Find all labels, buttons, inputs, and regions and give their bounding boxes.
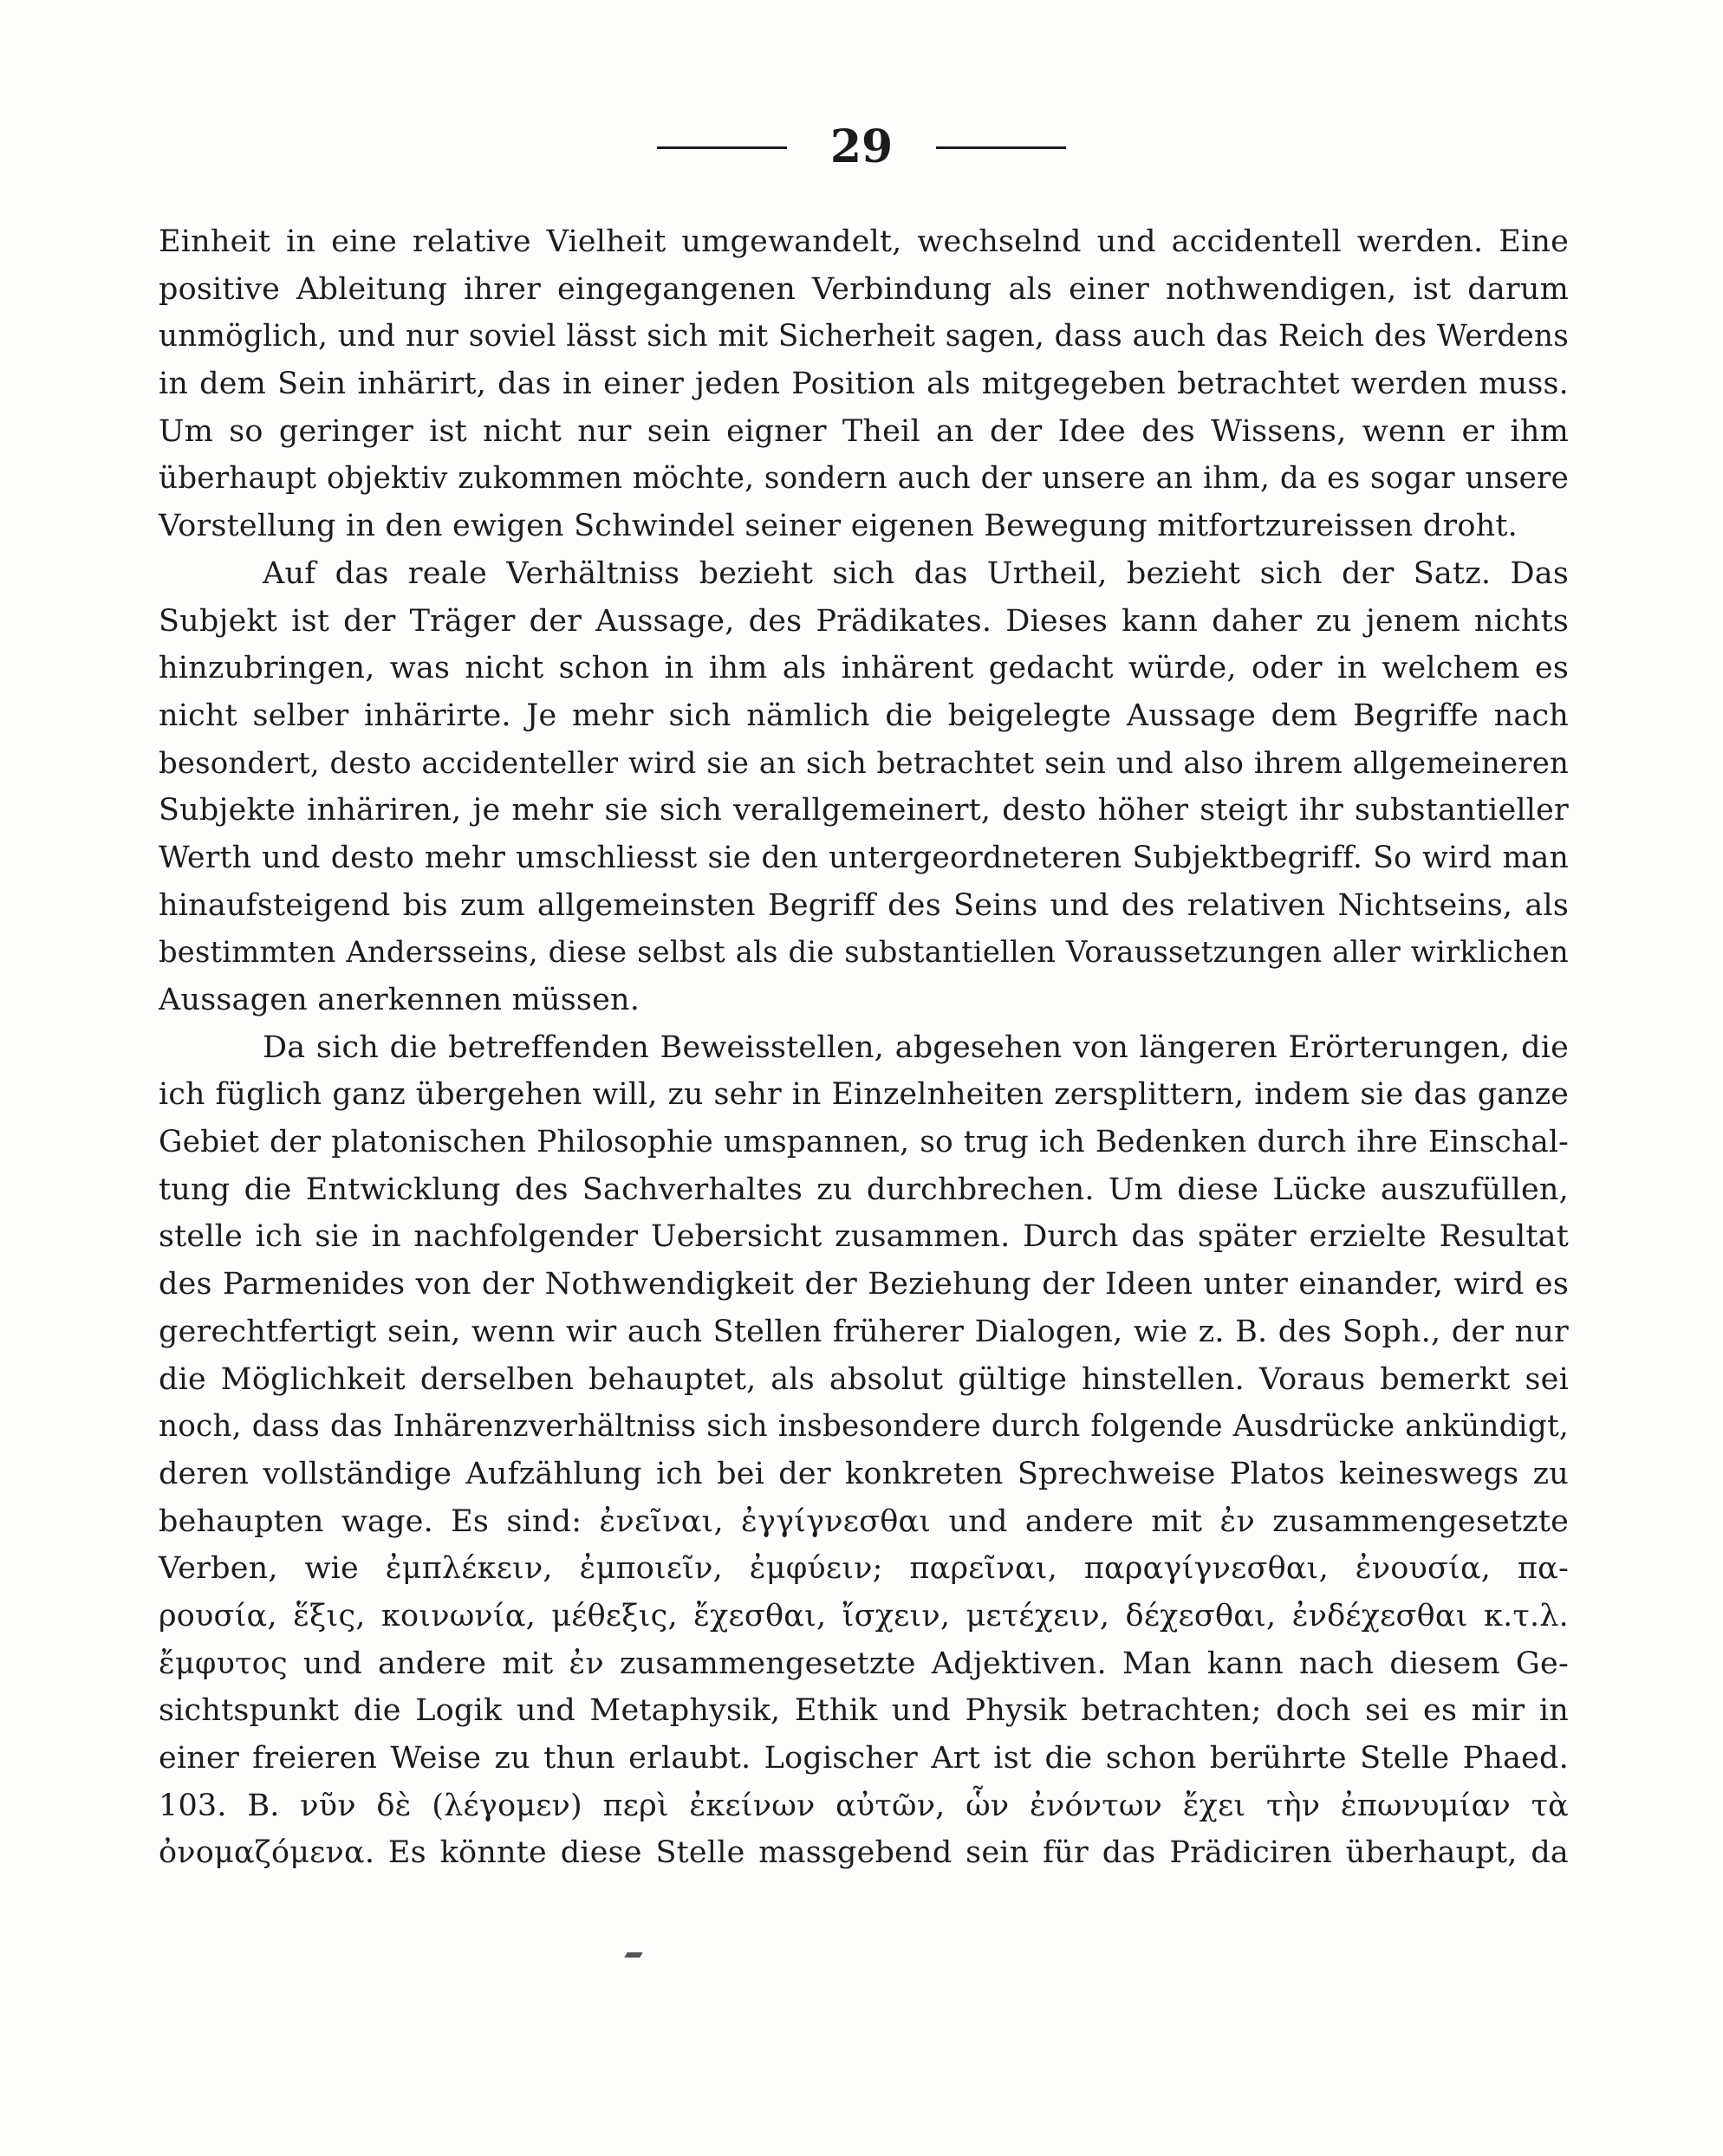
text-line: Werth und desto mehr umschliesst sie den untergeordneteren Subjektbegriff. So wird man [159,840,1569,875]
ink-speck [624,1952,642,1958]
text-line: Verben, wie ἐμπλέκειν, ἐμποιεῖν, ἐμφύειν; παρεῖναι, παραγίγνεσθαι, ἐνουσία, πα- [159,1551,1569,1587]
page-header [0,121,1723,173]
page-number: 29 [829,120,894,173]
text-line: nicht selber inhärirte. Je mehr sich nämlich die beigelegte Aussage dem Begriffe nach [159,698,1569,733]
text-line: Einheit in eine relative Vielheit umgewandelt, wechselnd und accidentell werden. Eine [159,224,1569,259]
text-line: deren vollständige Aufzählung ich bei der konkreten Sprechweise Platos keineswegs zu [159,1456,1569,1491]
text-line: Vorstellung in den ewigen Schwindel seiner eigenen Bewegung mitfortzureissen droht. [159,509,1518,544]
text-line: behaupten wage. Es sind: ἐνεῖναι, ἐγγίγνεσθαι und andere mit ἐν zusammengesetzte [159,1503,1569,1539]
paragraph-start-line: Da sich die betreffenden Beweisstellen, abgesehen von längeren Erörterungen, die [263,1029,1569,1065]
text-line: die Möglichkeit derselben behauptet, als absolut gültige hinstellen. Voraus bemerkt sei [159,1361,1569,1397]
text-line: Gebiet der platonischen Philosophie umspannen, so trug ich Bedenken durch ihre Einschal- [159,1125,1569,1160]
text-line: gerechtfertigt sein, wenn wir auch Stellen früherer Dialogen, wie z. B. des Soph., der nur [159,1314,1569,1349]
text-line: ρουσία, ἕξις, κοινωνία, μέθεξις, ἔχεσθαι, ἴσχειν, μετέχειν, δέχεσθαι, ἐνδέχεσθαι κ.τ.λ. [159,1598,1569,1633]
text-line: Subjekt ist der Träger der Aussage, des Prädikates. Dieses kann daher zu jenem nichts [159,603,1569,639]
text-line: hinzubringen, was nicht schon in ihm als inhärent gedacht würde, oder in welchem es [159,651,1569,686]
text-line: ich füglich ganz übergehen will, zu sehr in Einzelnheiten zersplittern, indem sie das ganze [159,1077,1569,1113]
header-rule-right [936,146,1066,149]
text-line: tung die Entwicklung des Sachverhaltes zu durchbrechen. Um diese Lücke auszufüllen, [159,1172,1569,1207]
text-line: sichtspunkt die Logik und Metaphysik, Ethik und Physik betrachten; doch sei es mir in [159,1693,1569,1729]
text-line: in dem Sein inhärirt, das in einer jeden Position als mitgegeben betrachtet werden muss. [159,367,1569,402]
text-line: ἔμφυτος und andere mit ἐν zusammengesetzte Adjektiven. Man kann nach diesem Ge- [159,1646,1569,1681]
text-line: stelle ich sie in nachfolgender Uebersicht zusammen. Durch das später erzielte Resultat [159,1219,1569,1255]
text-line: bestimmten Andersseins, diese selbst als die substantiellen Voraussetzungen aller wirklichen [159,935,1569,970]
text-line: hinaufsteigend bis zum allgemeinsten Begriff des Seins und des relativen Nichtseins, als [159,887,1569,923]
paragraph-start-line: Auf das reale Verhältniss bezieht sich das Urtheil, bezieht sich der Satz. Das [263,555,1569,591]
text-line: noch, dass das Inhärenzverhältniss sich insbesondere durch folgende Ausdrücke ankündigt, [159,1409,1569,1445]
header-rule-left [657,146,787,149]
text-line: ὀνομαζόμενα. Es könnte diese Stelle massgebend sein für das Prädiciren überhaupt, da [159,1835,1569,1871]
text-line: besondert, desto accidenteller wird sie an sich betrachtet sein und also ihrem allgemeineren [159,745,1569,780]
text-line: Um so geringer ist nicht nur sein eigner Theil an der Idee des Wissens, wenn er ihm [159,413,1569,449]
text-line: überhaupt objektiv zukommen möchte, sondern auch der unsere an ihm, da es sogar unsere [159,461,1569,497]
text-line: unmöglich, und nur soviel lässt sich mit Sicherheit sagen, dass auch das Reich des Werdens [159,319,1569,354]
text-line: Subjekte inhäriren, je mehr sie sich verallgemeinert, desto höher steigt ihr substantieller [159,793,1569,828]
text-line: positive Ableitung ihrer eingegangenen Verbindung als einer nothwendigen, ist darum [159,271,1569,307]
text-line: Aussagen anerkennen müssen. [159,983,640,1017]
text-line: des Parmenides von der Nothwendigkeit der Beziehung der Ideen unter einander, wird es [159,1267,1569,1302]
text-line: 103. B. νῦν δὲ (λέγομεν) περὶ ἐκείνων αὐτῶν, ὧν ἐνόντων ἔχει τὴν ἐπωνυμίαν τὰ [159,1788,1569,1823]
text-line: einer freieren Weise zu thun erlaubt. Logischer Art ist die schon berührte Stelle Phaed. [159,1741,1569,1776]
body-text [159,218,1569,1877]
